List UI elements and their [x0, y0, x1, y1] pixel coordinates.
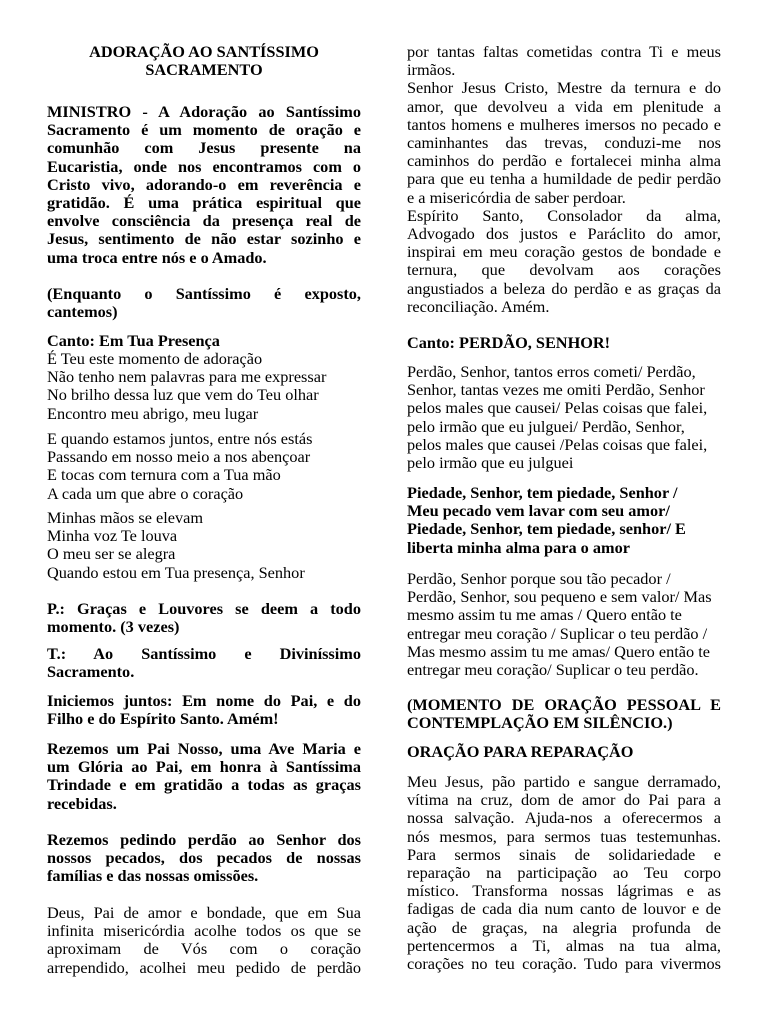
- text-line: Sacramento.: [47, 662, 135, 682]
- forgiveness-prayer: [47, 904, 361, 977]
- text-line: para que eu tenha a humildade de pedir perdão: [407, 169, 721, 189]
- text-line: Para sermos sinais de solidariedade e: [407, 844, 721, 864]
- prayer-to-jesus: [407, 79, 721, 206]
- text-line: P.: Graças e Louvores se deem a todo: [47, 599, 361, 618]
- text-line: E tocas com ternura com a Tua mão: [47, 465, 281, 485]
- prayers-paragraph: [47, 740, 361, 813]
- text-line: um Glória ao Pai, em honra à Santíssima: [47, 757, 361, 777]
- text-line: Não tenho nem palavras para me expressar: [47, 367, 327, 387]
- text-line: gratidão. É uma prática espiritual que: [47, 193, 361, 213]
- text-line: Perdão, Senhor, tantos erros cometi/ Perdão,: [407, 362, 696, 381]
- text-line: O meu ser se alegra: [47, 544, 176, 564]
- text-line: aproximam de Vós com o coração: [47, 939, 361, 959]
- text-line: MINISTRO - A Adoração ao Santíssimo: [47, 102, 361, 121]
- reparation-heading: ORAÇÃO PARA REPARAÇÃO: [407, 742, 634, 761]
- text-line: arrependido, acolhei meu pedido de perdão: [47, 957, 361, 977]
- text-line: É Teu este momento de adoração: [47, 349, 263, 368]
- text-line: envolve consciência da presença real de: [47, 211, 361, 231]
- text-line: reparação na participação ao Teu corpo: [407, 863, 721, 883]
- text-line: ação de graças, na alegria profunda de: [407, 917, 721, 937]
- text-line: tantos homens e mulheres imersos no pecado e: [407, 114, 721, 134]
- text-line: pertencermos a Ti, almas na tua alma,: [407, 935, 721, 955]
- text-line: infinita misericórdia acolhe todos os que se: [47, 921, 361, 941]
- text-line: angustiados a beleza do perdão e as graças da: [407, 278, 721, 298]
- text-line: E quando estamos juntos, entre nós estás: [47, 429, 313, 448]
- text-line: uma troca entre nós e o Amado.: [47, 247, 267, 267]
- text-line: SACRAMENTO: [145, 60, 263, 80]
- text-line: caminhantes das trevas, conduzi-me nos: [407, 133, 721, 152]
- text-line: entregar meu coração/ Suplicar o teu perdão.: [407, 660, 699, 680]
- text-line: T.: Ao Santíssimo e Diviníssimo: [47, 644, 361, 663]
- text-line: pelos males que causei /Pelas coisas que falei,: [407, 434, 708, 454]
- text-line: entregar meu coração / Suplicar o teu perdão /: [407, 623, 708, 643]
- text-line: Trindade e em gratidão a todas as graças: [47, 775, 361, 795]
- text-line: cantemos): [47, 302, 118, 322]
- song-2-verse-1: [407, 363, 721, 472]
- text-line: CONTEMPLAÇÃO EM SILÊNCIO.): [407, 713, 673, 733]
- text-line: Advogado dos justos e Paráclito do amor,: [407, 224, 721, 243]
- text-line: nossa salvação. Ajuda-nos a oferecermos a: [407, 808, 721, 828]
- text-line: Piedade, Senhor, tem piedade, Senhor /: [407, 483, 678, 502]
- forgiveness-prayer-continued: [407, 43, 721, 79]
- text-line: Senhor, tantas vezes me omiti Perdão, Senhor: [407, 380, 705, 400]
- sign-of-cross-paragraph: [47, 692, 361, 728]
- text-line: caminhos do perdão e fortalecei minha alma: [407, 151, 721, 171]
- text-line: corações no teu coração. Tudo para vivermos: [407, 954, 721, 974]
- text-line: Passando em nosso meio a nos abençoar: [47, 447, 311, 467]
- text-line: Sacramento é um momento de oração e: [47, 120, 361, 140]
- text-line: Filho e do Espírito Santo. Amém!: [47, 709, 279, 729]
- text-line: nossos pecados, dos pecados de nossas: [47, 848, 361, 868]
- text-line: Meu pecado vem lavar com seu amor/: [407, 501, 670, 521]
- text-line: e a misericórdia de saber perdoar.: [407, 187, 626, 207]
- text-line: Cristo vivo, adorando-o em reverência e: [47, 174, 361, 194]
- text-line: Senhor Jesus Cristo, Mestre da ternura e do: [407, 78, 721, 98]
- song-1-stanza-2: [47, 430, 361, 503]
- text-line: Quando estou em Tua presença, Senhor: [47, 562, 305, 582]
- text-line: A cada um que abre o coração: [47, 483, 244, 503]
- text-line: amor, que devolveu a vida em plenitude a: [407, 96, 721, 116]
- text-line: irmãos.: [407, 60, 456, 80]
- text-line: Minhas mãos se elevam: [47, 508, 203, 527]
- text-line: Deus, Pai de amor e bondade, que em Sua: [47, 903, 361, 922]
- prayer-to-holy-spirit: [407, 207, 721, 316]
- song-2-heading: Canto: PERDÃO, SENHOR!: [407, 333, 611, 352]
- text-line: comunhão com Jesus presente na: [47, 138, 361, 158]
- text-line: pelo irmão que eu julguei: [407, 453, 574, 473]
- song-2-refrain: [407, 484, 721, 557]
- text-line: Espírito Santo, Consolador da alma,: [407, 205, 721, 225]
- text-line: momento. (3 vezes): [47, 617, 180, 637]
- text-line: ternura, que devolvam aos corações: [407, 260, 721, 280]
- text-line: inspirai em meu coração gestos de bondade e: [407, 242, 721, 262]
- text-line: nós mesmos, para sermos tuas testemunhas.: [407, 826, 721, 846]
- text-line: pelos males que causei/ Pelas coisas que falei,: [407, 398, 708, 418]
- text-line: ADORAÇÃO AO SANTÍSSIMO: [89, 42, 319, 61]
- text-line: Jesus, sentimento de não estar sozinho e: [47, 229, 361, 249]
- text-line: Minha voz Te louva: [47, 526, 178, 546]
- text-line: Perdão, Senhor, sou pequeno e sem valor/ Mas: [407, 587, 712, 607]
- text-line: Meu Jesus, pão partido e sangue derramado,: [407, 772, 721, 791]
- reparation-prayer: [407, 773, 721, 973]
- acclamation-priest: [47, 600, 361, 636]
- text-line: fadigas de cada dia num canto de louvor e de: [407, 899, 721, 919]
- song-1-stanza-3: [47, 509, 361, 582]
- intro-paragraph: [47, 103, 361, 267]
- text-line: vítima na cruz, dom de amor do Pai para a: [407, 790, 721, 810]
- song-1-heading: Canto: Em Tua Presença: [47, 331, 220, 350]
- left-column: [47, 0, 361, 1024]
- silence-note: [407, 696, 721, 732]
- forgiveness-intro: [47, 831, 361, 886]
- text-line: famílias e das nossas omissões.: [47, 866, 259, 886]
- text-line: mesmo assim tu me amas / Quero então te: [407, 605, 682, 625]
- text-line: Encontro meu abrigo, meu lugar: [47, 403, 259, 423]
- text-line: (MOMENTO DE ORAÇÃO PESSOAL E: [407, 695, 721, 714]
- text-line: pelo irmão que eu julguei/ Perdão, Senhor,: [407, 416, 685, 436]
- exposition-note: [47, 285, 361, 321]
- text-line: (Enquanto o Santíssimo é exposto,: [47, 284, 361, 303]
- text-line: Mas mesmo assim tu me amas/ Quero então te: [407, 641, 710, 661]
- text-line: recebidas.: [47, 793, 117, 813]
- text-line: liberta minha alma para o amor: [407, 537, 630, 557]
- text-line: místico. Transforma nossas lágrimas e as: [407, 881, 721, 901]
- text-line: Rezemos um Pai Nosso, uma Ave Maria e: [47, 739, 361, 758]
- text-line: Iniciemos juntos: Em nome do Pai, e do: [47, 691, 361, 710]
- text-line: por tantas faltas cometidas contra Ti e meus: [407, 42, 721, 61]
- acclamation-all: [47, 645, 361, 681]
- text-line: Eucaristia, onde nos encontramos com o: [47, 156, 361, 176]
- song-2-verse-2: [407, 570, 721, 679]
- song-1-stanza-1: [47, 350, 361, 423]
- text-line: No brilho dessa luz que vem do Teu olhar: [47, 385, 319, 405]
- text-line: Perdão, Senhor porque sou tão pecador /: [407, 569, 671, 588]
- right-column: [407, 0, 721, 1024]
- text-line: reconciliação. Amém.: [407, 296, 550, 316]
- text-line: Rezemos pedindo perdão ao Senhor dos: [47, 830, 361, 849]
- document-title: [47, 43, 361, 79]
- text-line: Piedade, Senhor, tem piedade, senhor/ E: [407, 519, 686, 539]
